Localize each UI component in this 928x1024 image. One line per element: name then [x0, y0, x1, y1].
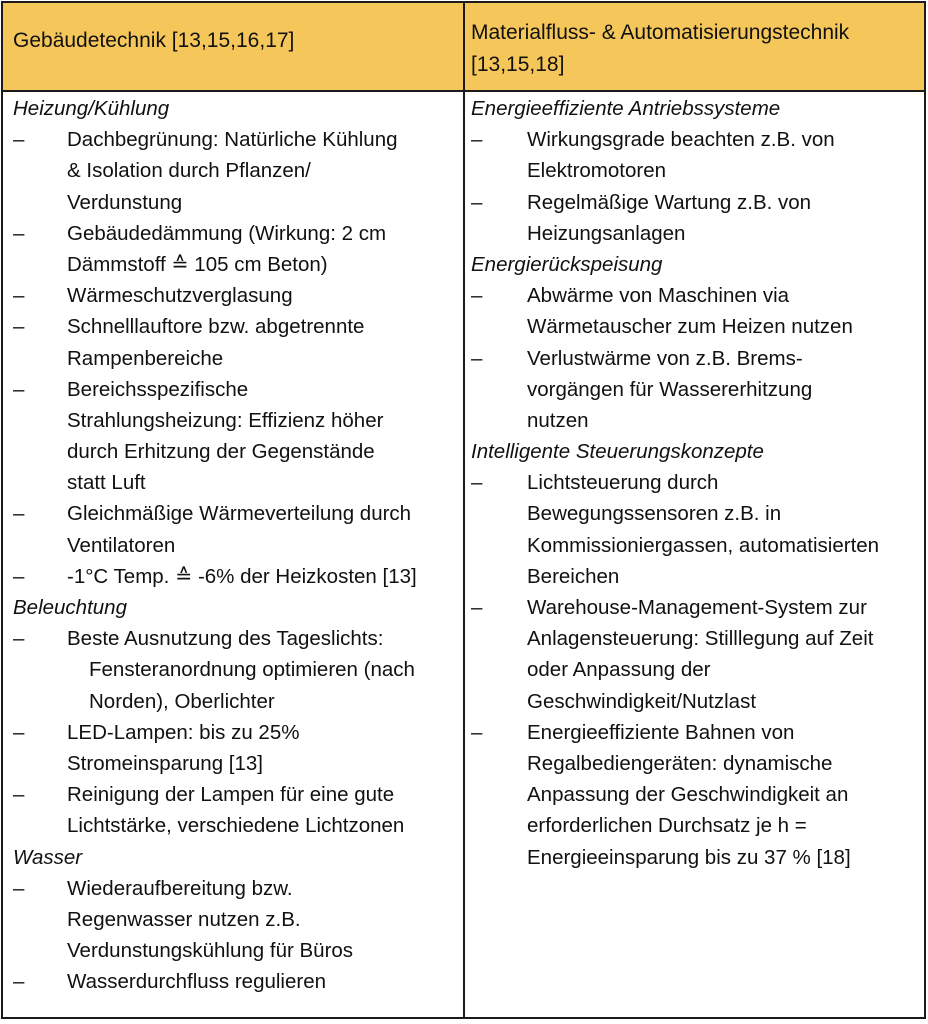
list-item-continuation [13, 748, 458, 779]
list-item-continuation [13, 935, 458, 966]
list-item-continuation [471, 155, 921, 186]
dash-bullet: – [13, 284, 25, 308]
item-text: Rampenbereiche [67, 346, 224, 370]
item-text: Elektromotoren [527, 159, 667, 183]
list-item [13, 623, 458, 654]
list-item [13, 218, 458, 249]
list-item-continuation [471, 623, 921, 654]
dash-bullet: – [471, 346, 483, 370]
list-item [471, 592, 921, 623]
item-text: Bereichen [527, 564, 620, 588]
dash-bullet: – [13, 377, 25, 401]
list-item-continuation [13, 405, 458, 436]
item-text: Ventilatoren [67, 533, 176, 557]
item-text: -1°C Temp. ≙ -6% der Heizkosten [13] [67, 564, 417, 588]
item-text: Schnelllauftore bzw. abgetrennte [67, 315, 365, 339]
dash-bullet: – [13, 221, 25, 245]
item-text: erforderlichen Durchsatz je h = [527, 814, 807, 838]
dash-bullet: – [471, 596, 483, 619]
list-item-continuation [13, 686, 458, 717]
dash-bullet: – [471, 471, 483, 495]
item-text: Verlustwärme von z.B. Brems- [527, 346, 803, 370]
item-text: Wasserdurchfluss regulieren [67, 970, 327, 994]
item-text: Verdunstungskühlung für Büros [67, 939, 354, 963]
item-text: Gleichmäßige Wärmeverteilung durch [67, 502, 412, 526]
dash-bullet: – [471, 190, 483, 214]
item-text: Anlagensteuerung: Stilllegung auf Zeit [527, 627, 874, 651]
item-text: Regelmäßige Wartung z.B. von [527, 190, 812, 214]
item-text: Heizungsanlagen [527, 221, 686, 245]
left-column [13, 93, 458, 997]
item-text: durch Erhitzung der Gegenstände [67, 440, 375, 464]
dash-bullet: – [471, 720, 483, 744]
item-text: statt Luft [67, 471, 146, 495]
list-item [471, 124, 921, 155]
column-divider [463, 3, 465, 1017]
dash-bullet: – [13, 502, 25, 526]
item-text: Dämmstoff ≙ 105 cm Beton) [67, 252, 328, 276]
list-item-continuation [13, 436, 458, 467]
item-text: Energieeffiziente Bahnen von [527, 720, 795, 744]
list-item-continuation [471, 374, 921, 405]
header-right-line: Materialfluss- & Automatisierungstechnik [471, 21, 850, 44]
list-item [13, 779, 458, 810]
list-item-continuation [13, 155, 458, 186]
item-text: vorgängen für Wassererhitzung [527, 377, 813, 401]
dash-bullet: – [13, 315, 25, 339]
list-item-continuation [471, 686, 921, 717]
list-item-continuation [13, 187, 458, 218]
section-heading: Heizung/Kühlung [13, 97, 170, 120]
list-item [471, 187, 921, 218]
item-text: Strahlungsheizung: Effizienz höher [67, 408, 384, 432]
list-item-continuation [13, 654, 458, 685]
list-item [471, 343, 921, 374]
dash-bullet: – [13, 720, 25, 744]
list-item [13, 374, 458, 405]
item-text: Norden), Oberlichter [89, 689, 275, 713]
item-text: Energieeinsparung bis zu 37 % [18] [527, 845, 851, 869]
item-text: & Isolation durch Pflanzen/ [67, 159, 311, 183]
item-text: Wärmeschutzverglasung [67, 284, 293, 308]
list-item-continuation [471, 810, 921, 841]
dash-bullet: – [13, 783, 25, 807]
section-heading: Intelligente Steuerungskonzepte [471, 440, 764, 464]
dash-bullet: – [13, 970, 25, 994]
item-text: Anpassung der Geschwindigkeit an [527, 783, 849, 807]
list-item [13, 561, 458, 592]
list-item-continuation [471, 405, 921, 436]
dash-bullet: – [13, 627, 25, 651]
list-item [471, 717, 921, 748]
item-text: Kommissioniergassen, automatisierten [527, 533, 880, 557]
item-text: Lichtsteuerung durch [527, 471, 719, 495]
header-right-line: [13,15,18] [471, 53, 565, 76]
list-item-continuation [13, 530, 458, 561]
header-left: Gebäudetechnik [13,15,16,17] [13, 29, 295, 52]
section-heading: Beleuchtung [13, 596, 127, 619]
dash-bullet: – [471, 284, 483, 308]
item-text: Reinigung der Lampen für eine gute [67, 783, 395, 807]
list-item [471, 280, 921, 311]
item-text: Dachbegrünung: Natürliche Kühlung [67, 128, 398, 152]
item-text: Geschwindigkeit/Nutzlast [527, 689, 757, 713]
section-heading: Wasser [13, 845, 83, 869]
item-text: Wirkungsgrade beachten z.B. von [527, 128, 835, 152]
list-item-continuation [13, 343, 458, 374]
item-text: Wärmetauscher zum Heizen nutzen [527, 315, 853, 339]
list-item [471, 467, 921, 498]
list-item-continuation [13, 904, 458, 935]
item-text: Warehouse-Management-System zur [527, 596, 867, 619]
list-item [13, 498, 458, 529]
list-item-continuation [471, 311, 921, 342]
right-column [471, 93, 921, 873]
item-text: nutzen [527, 408, 589, 432]
item-text: Verdunstung [67, 190, 183, 214]
list-item-continuation [471, 748, 921, 779]
section-heading: Energierückspeisung [471, 252, 663, 276]
item-text: Bewegungssensoren z.B. in [527, 502, 782, 526]
list-item-continuation [471, 561, 921, 592]
item-text: LED-Lampen: bis zu 25% [67, 720, 300, 744]
list-item [13, 280, 458, 311]
list-item-continuation [13, 810, 458, 841]
item-text: Gebäudedämmung (Wirkung: 2 cm [67, 221, 387, 245]
item-text: Lichtstärke, verschiedene Lichtzonen [67, 814, 405, 838]
list-item [13, 311, 458, 342]
list-item-continuation [471, 498, 921, 529]
list-item-continuation [471, 779, 921, 810]
item-text: Regenwasser nutzen z.B. [67, 907, 301, 931]
item-text: Beste Ausnutzung des Tageslichts: [67, 627, 384, 651]
list-item-continuation [471, 654, 921, 685]
dash-bullet: – [471, 128, 483, 152]
item-text: Abwärme von Maschinen via [527, 284, 790, 308]
item-text: oder Anpassung der [527, 658, 711, 682]
section-heading: Energieeffiziente Antriebssysteme [471, 97, 781, 120]
dash-bullet: – [13, 876, 25, 900]
list-item-continuation [471, 218, 921, 249]
item-text: Regalbediengeräten: dynamische [527, 751, 833, 775]
dash-bullet: – [13, 564, 25, 588]
measures-table [1, 1, 926, 1019]
list-item-continuation [13, 467, 458, 498]
list-item [13, 966, 458, 997]
list-item-continuation [471, 842, 921, 873]
list-item [13, 873, 458, 904]
item-text: Bereichsspezifische [67, 377, 249, 401]
dash-bullet: – [13, 128, 25, 152]
item-text: Fensteranordnung optimieren (nach [89, 658, 415, 682]
list-item-continuation [471, 530, 921, 561]
item-text: Stromeinsparung [13] [67, 751, 264, 775]
list-item [13, 124, 458, 155]
item-text: Wiederaufbereitung bzw. [67, 876, 293, 900]
header-right [471, 17, 849, 81]
list-item [13, 717, 458, 748]
list-item-continuation [13, 249, 458, 280]
